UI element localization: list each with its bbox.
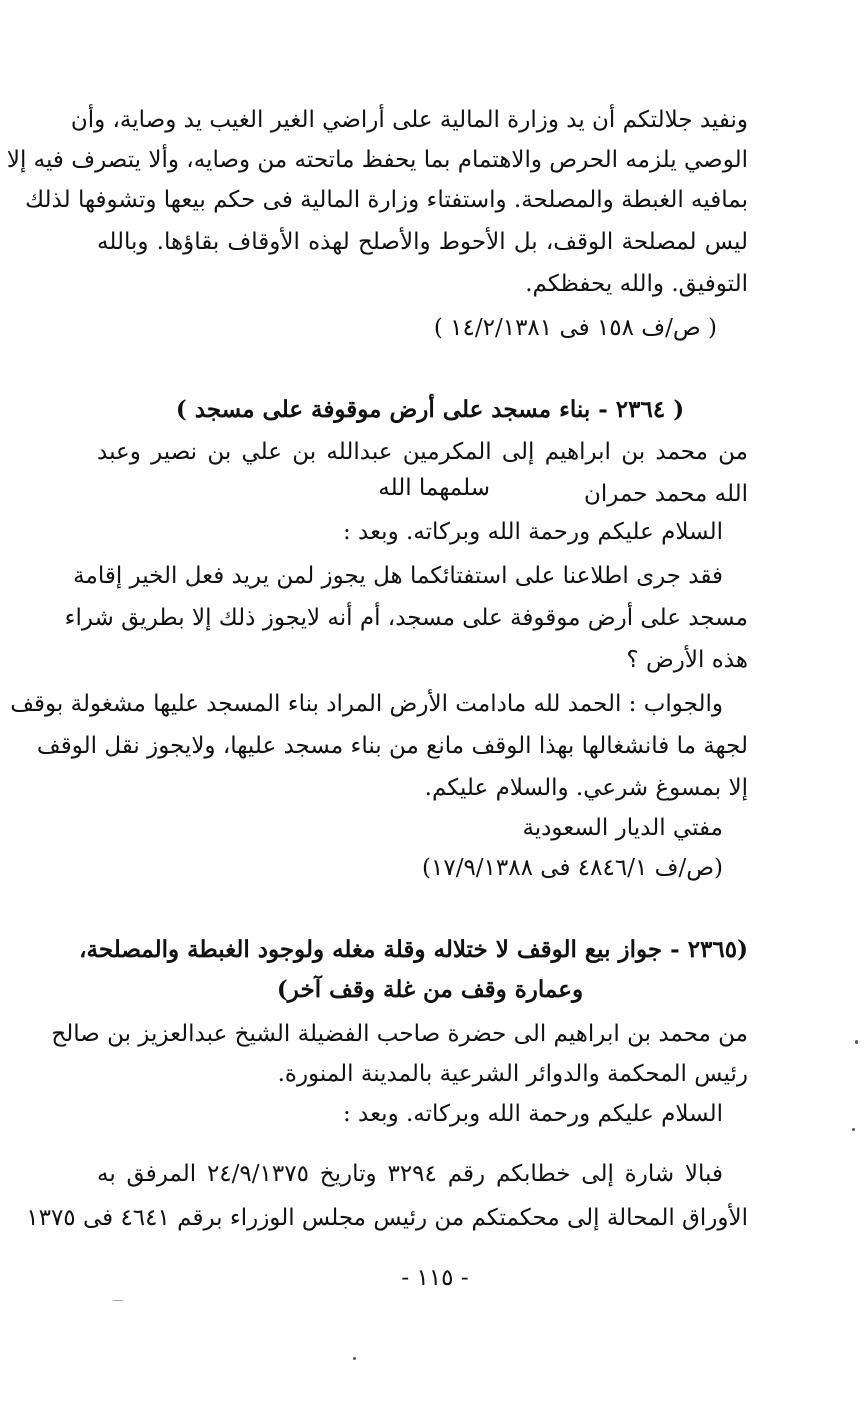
question-line: فقد جرى اطلاعنا على استفتائكما هل يجوز لمن يريد فعل الخير إقامة bbox=[73, 563, 723, 589]
body-line: ليس لمصلحة الوقف، بل الأحوط والأصلح لهذه الأوقاف بقاؤها. وبالله bbox=[97, 229, 748, 255]
salutation: السلام عليكم ورحمة الله وبركاته. وبعد : bbox=[342, 1101, 723, 1127]
letter-from-line: من محمد بن ابراهيم الى حضرة صاحب الفضيلة الشيخ عبدالعزيز بن صالح bbox=[51, 1021, 748, 1047]
reference-citation: ( ص/ف ١٥٨ فى ١٤/٢/١٣٨١ ) bbox=[433, 315, 717, 341]
question-line: هذه الأرض ؟ bbox=[626, 647, 748, 673]
answer-line: لجهة ما فانشغالها بهذا الوقف مانع من بناء مسجد عليها، ولايجوز نقل الوقف bbox=[36, 733, 748, 759]
answer-line: والجواب : الحمد لله مادامت الأرض المراد بناء المسجد عليها مشغولة بوقف bbox=[10, 691, 723, 717]
body-line: فبالا شارة إلى خطابكم رقم ٣٢٩٤ وتاريخ ٢٤/٩/١٣٧٥ المرفق به bbox=[97, 1161, 723, 1187]
letter-addressee-name: الله محمد حمران bbox=[584, 481, 748, 507]
letter-from-line: من محمد بن ابراهيم إلى المكرمين عبدالله بن علي بن نصير وعبد bbox=[97, 439, 748, 465]
body-line: بمافيه الغبطة والمصلحة. واستفتاء وزارة المالية فى حكم بيعها وتشوفها لذلك bbox=[25, 187, 748, 213]
scan-speck bbox=[855, 1040, 858, 1044]
letter-from-line: رئيس المحكمة والدوائر الشرعية بالمدينة المنورة. bbox=[277, 1061, 748, 1087]
question-line: مسجد على أرض موقوفة على مسجد، أم أنه لايجوز ذلك إلا بطريق شراء bbox=[64, 605, 748, 631]
body-line: ونفيد جلالتكم أن يد وزارة المالية على أراضي الغير الغيب يد وصاية، وأن bbox=[70, 107, 748, 133]
signature: مفتي الديار السعودية bbox=[522, 815, 723, 841]
section-title: (٢٣٦٥ - جواز بيع الوقف لا ختلاله وقلة مغله ولوجود الغبطة والمصلحة، bbox=[79, 936, 748, 963]
body-line: الأوراق المحالة إلى محكمتكم من رئيس مجلس الوزراء برقم ٤٦٤١ فى ١٣٧٥ bbox=[26, 1205, 748, 1231]
scan-speck bbox=[852, 1128, 855, 1131]
scan-speck bbox=[112, 1300, 124, 1301]
salutation: السلام عليكم ورحمة الله وبركاته. وبعد : bbox=[342, 519, 723, 545]
section-title: ( ٢٣٦٤ - بناء مسجد على أرض موقوفة على مسجد ) bbox=[175, 396, 685, 423]
body-line: الوصي يلزمه الحرص والاهتمام بما يحفظ ماتحته من وصايه، وألا يتصرف فيه إلا bbox=[6, 147, 748, 173]
scan-speck bbox=[353, 1357, 356, 1360]
section-title: وعمارة وقف من غلة وقف آخر) bbox=[276, 976, 584, 1003]
letter-addressee-greeting: سلمهما الله bbox=[378, 475, 490, 501]
answer-line: إلا بمسوغ شرعي. والسلام عليكم. bbox=[424, 775, 748, 801]
page-number: - ١١٥ - bbox=[401, 1265, 469, 1291]
reference-citation: (ص/ف ٤٨٤٦/١ فى ١٧/٩/١٣٨٨) bbox=[422, 855, 723, 881]
body-line: التوفيق. والله يحفظكم. bbox=[525, 271, 748, 297]
